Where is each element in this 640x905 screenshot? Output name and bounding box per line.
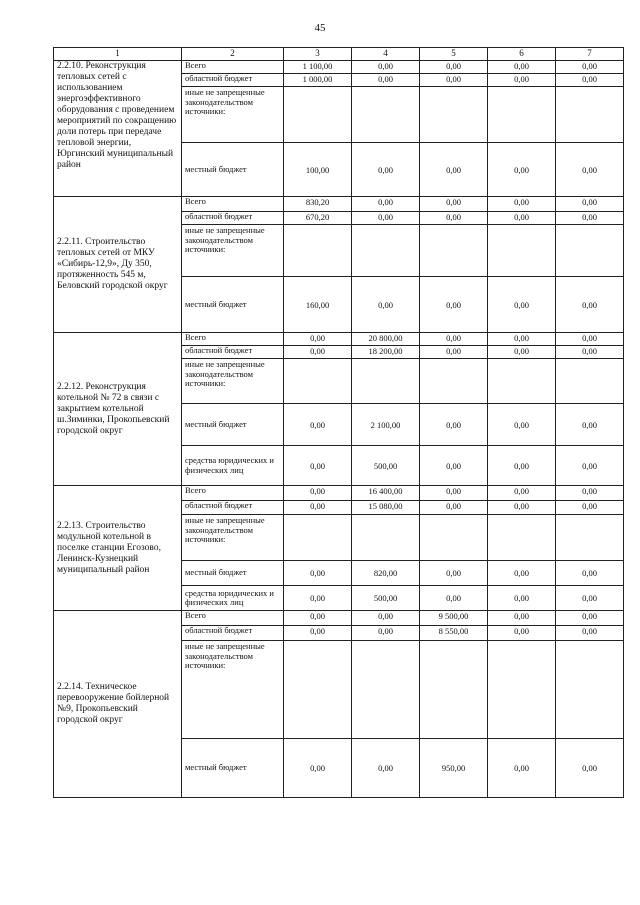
value-cell: 0,00 bbox=[556, 277, 624, 333]
source-label: местный бюджет bbox=[182, 561, 284, 586]
value-cell: 0,00 bbox=[556, 611, 624, 626]
value-cell: 0,00 bbox=[420, 486, 488, 501]
source-label: Всего bbox=[182, 61, 284, 74]
value-cell: 0,00 bbox=[556, 626, 624, 641]
value-cell: 0,00 bbox=[352, 143, 420, 197]
value-cell: 0,00 bbox=[556, 501, 624, 515]
value-cell: 0,00 bbox=[420, 74, 488, 87]
value-cell: 0,00 bbox=[556, 61, 624, 74]
budget-table bbox=[53, 47, 624, 798]
table-row bbox=[54, 611, 624, 626]
value-cell bbox=[352, 641, 420, 739]
value-cell bbox=[488, 359, 556, 404]
header-cell: 2 bbox=[182, 48, 284, 61]
value-cell: 16 400,00 bbox=[352, 486, 420, 501]
value-cell: 0,00 bbox=[556, 561, 624, 586]
value-cell: 0,00 bbox=[352, 61, 420, 74]
value-cell bbox=[352, 225, 420, 277]
value-cell bbox=[420, 515, 488, 561]
value-cell: 0,00 bbox=[284, 404, 352, 446]
source-label: иные не запрещенные законодательством источники: bbox=[182, 225, 284, 277]
value-cell: 0,00 bbox=[420, 212, 488, 225]
value-cell: 0,00 bbox=[488, 739, 556, 798]
value-cell bbox=[284, 225, 352, 277]
value-cell: 0,00 bbox=[420, 404, 488, 446]
value-cell: 0,00 bbox=[556, 143, 624, 197]
value-cell bbox=[284, 641, 352, 739]
value-cell bbox=[488, 87, 556, 143]
value-cell: 0,00 bbox=[284, 486, 352, 501]
value-cell: 0,00 bbox=[352, 74, 420, 87]
value-cell: 0,00 bbox=[488, 626, 556, 641]
value-cell bbox=[284, 359, 352, 404]
value-cell: 0,00 bbox=[284, 561, 352, 586]
value-cell: 0,00 bbox=[420, 277, 488, 333]
value-cell: 0,00 bbox=[556, 586, 624, 611]
value-cell: 0,00 bbox=[284, 501, 352, 515]
value-cell: 0,00 bbox=[420, 561, 488, 586]
value-cell: 0,00 bbox=[352, 212, 420, 225]
value-cell: 8 550,00 bbox=[420, 626, 488, 641]
value-cell: 1 100,00 bbox=[284, 61, 352, 74]
value-cell: 0,00 bbox=[488, 586, 556, 611]
source-label: областной бюджет bbox=[182, 626, 284, 641]
value-cell: 0,00 bbox=[420, 333, 488, 346]
value-cell: 0,00 bbox=[420, 586, 488, 611]
table-row bbox=[54, 333, 624, 346]
value-cell: 0,00 bbox=[352, 277, 420, 333]
source-label: иные не запрещенные законодательством источники: bbox=[182, 641, 284, 739]
source-label: местный бюджет bbox=[182, 739, 284, 798]
value-cell: 0,00 bbox=[556, 197, 624, 212]
value-cell: 0,00 bbox=[488, 486, 556, 501]
value-cell: 18 200,00 bbox=[352, 346, 420, 359]
header-cell: 4 bbox=[352, 48, 420, 61]
value-cell bbox=[556, 87, 624, 143]
value-cell bbox=[420, 359, 488, 404]
value-cell bbox=[556, 515, 624, 561]
value-cell: 500,00 bbox=[352, 446, 420, 486]
header-cell: 1 bbox=[54, 48, 182, 61]
source-label: областной бюджет bbox=[182, 501, 284, 515]
value-cell: 0,00 bbox=[420, 501, 488, 515]
value-cell: 20 800,00 bbox=[352, 333, 420, 346]
source-label: Всего bbox=[182, 611, 284, 626]
value-cell bbox=[488, 641, 556, 739]
value-cell bbox=[420, 87, 488, 143]
value-cell bbox=[284, 87, 352, 143]
source-label: областной бюджет bbox=[182, 74, 284, 87]
value-cell: 0,00 bbox=[556, 404, 624, 446]
value-cell: 0,00 bbox=[556, 74, 624, 87]
value-cell: 0,00 bbox=[284, 586, 352, 611]
source-label: областной бюджет bbox=[182, 212, 284, 225]
value-cell bbox=[420, 641, 488, 739]
value-cell: 0,00 bbox=[488, 61, 556, 74]
value-cell: 2 100,00 bbox=[352, 404, 420, 446]
source-label: Всего bbox=[182, 333, 284, 346]
source-label: иные не запрещенные законодательством источники: bbox=[182, 515, 284, 561]
source-label: местный бюджет bbox=[182, 404, 284, 446]
source-label: средства юридических и физических лиц bbox=[182, 446, 284, 486]
value-cell: 0,00 bbox=[556, 739, 624, 798]
value-cell: 0,00 bbox=[488, 611, 556, 626]
value-cell: 0,00 bbox=[352, 197, 420, 212]
source-label: местный бюджет bbox=[182, 143, 284, 197]
value-cell bbox=[488, 225, 556, 277]
source-label: Всего bbox=[182, 197, 284, 212]
page-number: 45 bbox=[314, 22, 326, 34]
value-cell bbox=[556, 359, 624, 404]
value-cell: 0,00 bbox=[284, 626, 352, 641]
value-cell: 0,00 bbox=[352, 611, 420, 626]
value-cell: 0,00 bbox=[556, 486, 624, 501]
value-cell: 0,00 bbox=[352, 739, 420, 798]
value-cell: 0,00 bbox=[556, 212, 624, 225]
value-cell: 0,00 bbox=[284, 611, 352, 626]
value-cell: 820,00 bbox=[352, 561, 420, 586]
value-cell: 670,20 bbox=[284, 212, 352, 225]
value-cell: 0,00 bbox=[284, 333, 352, 346]
value-cell: 0,00 bbox=[488, 197, 556, 212]
value-cell: 0,00 bbox=[284, 446, 352, 486]
value-cell: 0,00 bbox=[488, 446, 556, 486]
value-cell: 0,00 bbox=[284, 346, 352, 359]
source-label: иные не запрещенные законодательством источники: bbox=[182, 87, 284, 143]
value-cell bbox=[488, 515, 556, 561]
value-cell bbox=[556, 225, 624, 277]
value-cell: 0,00 bbox=[420, 143, 488, 197]
value-cell bbox=[420, 225, 488, 277]
value-cell: 0,00 bbox=[488, 333, 556, 346]
value-cell: 0,00 bbox=[488, 212, 556, 225]
value-cell: 0,00 bbox=[556, 333, 624, 346]
project-description: 2.2.11. Строительство тепловых сетей от МКУ «Сибирь-12,9», Ду 350, протяженность 545 м, Беловский городской округ bbox=[54, 197, 182, 333]
value-cell: 0,00 bbox=[488, 143, 556, 197]
source-label: средства юридических и физических лиц bbox=[182, 586, 284, 611]
project-description: 2.2.13. Строительство модульной котельной в поселке станции Егозово, Ленинск-Кузнецкий муниципальный район bbox=[54, 486, 182, 611]
value-cell bbox=[284, 515, 352, 561]
value-cell: 100,00 bbox=[284, 143, 352, 197]
header-cell: 3 bbox=[284, 48, 352, 61]
value-cell: 160,00 bbox=[284, 277, 352, 333]
source-label: областной бюджет bbox=[182, 346, 284, 359]
value-cell: 830,20 bbox=[284, 197, 352, 212]
value-cell: 0,00 bbox=[420, 61, 488, 74]
value-cell: 0,00 bbox=[556, 446, 624, 486]
value-cell: 0,00 bbox=[488, 74, 556, 87]
project-description: 2.2.14. Техническое перевооружение бойлерной №9, Прокопьевский городской округ bbox=[54, 611, 182, 798]
value-cell: 0,00 bbox=[488, 346, 556, 359]
source-label: местный бюджет bbox=[182, 277, 284, 333]
value-cell: 0,00 bbox=[488, 277, 556, 333]
value-cell: 0,00 bbox=[420, 197, 488, 212]
header-cell: 6 bbox=[488, 48, 556, 61]
header-cell: 7 bbox=[556, 48, 624, 61]
table-row bbox=[54, 486, 624, 501]
source-label: Всего bbox=[182, 486, 284, 501]
value-cell: 500,00 bbox=[352, 586, 420, 611]
value-cell: 0,00 bbox=[488, 501, 556, 515]
value-cell: 1 000,00 bbox=[284, 74, 352, 87]
value-cell bbox=[556, 641, 624, 739]
value-cell bbox=[352, 359, 420, 404]
value-cell: 950,00 bbox=[420, 739, 488, 798]
value-cell: 0,00 bbox=[488, 561, 556, 586]
table-row bbox=[54, 197, 624, 212]
table-row bbox=[54, 61, 624, 74]
source-label: иные не запрещенные законодательством источники: bbox=[182, 359, 284, 404]
value-cell: 0,00 bbox=[556, 346, 624, 359]
value-cell: 0,00 bbox=[420, 346, 488, 359]
value-cell: 0,00 bbox=[284, 739, 352, 798]
value-cell: 9 500,00 bbox=[420, 611, 488, 626]
value-cell: 0,00 bbox=[420, 446, 488, 486]
header-row bbox=[54, 48, 624, 61]
value-cell: 0,00 bbox=[488, 404, 556, 446]
project-description: 2.2.12. Реконструкция котельной № 72 в связи с закрытием котельной ш.Зиминки, Прокопьевский городской округ bbox=[54, 333, 182, 486]
value-cell bbox=[352, 87, 420, 143]
value-cell: 0,00 bbox=[352, 626, 420, 641]
header-cell: 5 bbox=[420, 48, 488, 61]
value-cell: 15 080,00 bbox=[352, 501, 420, 515]
value-cell bbox=[352, 515, 420, 561]
project-description: 2.2.10. Реконструкция тепловых сетей с использованием энергоэффективного оборудования с проведением мероприятий по сокращению доли потерь при передаче тепловой энергии, Юргинский муниципальный район bbox=[54, 61, 182, 197]
